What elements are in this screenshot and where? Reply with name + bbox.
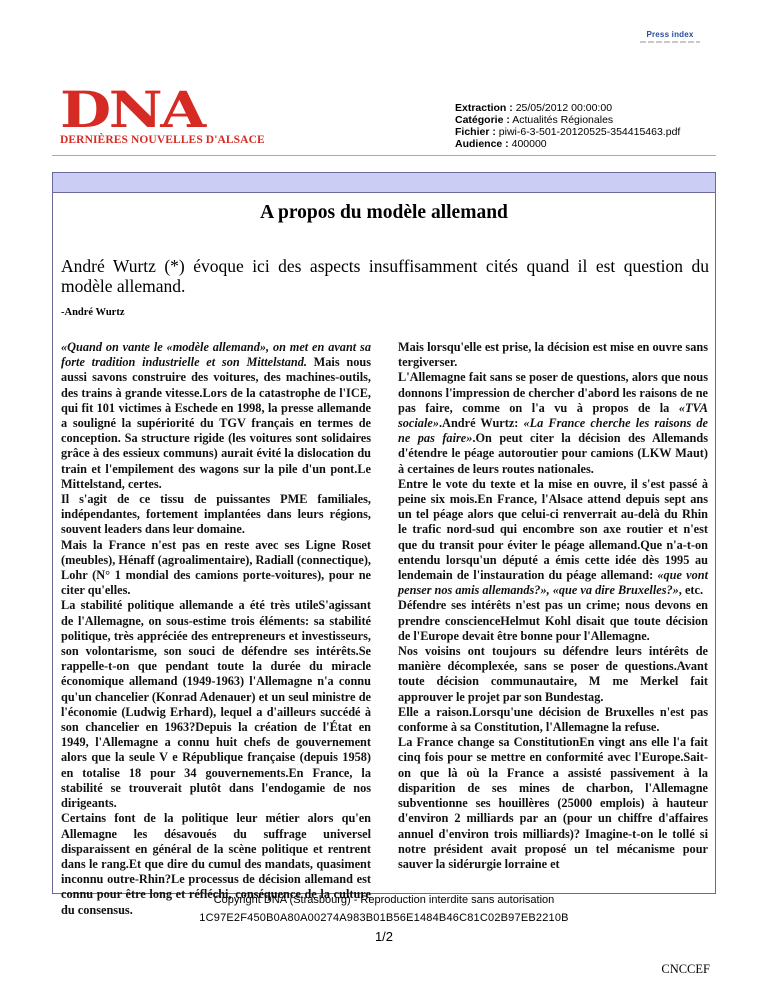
article-lede: André Wurtz (*) évoque ici des aspects insuffisamment cités quand il est question du modèle allemand. — [61, 256, 709, 296]
paragraph-text: Entre le vote du texte et la mise en ouvre, il s'est passé à peine six mois.En France, l'Alsace attend depuis sept ans un tel péage alors que celui-ci renverrait au-delà du Rhin le trafic nord-sud qui encombre son axe routier et n'est que du transit pour éviter le péage allemand.Que n'a-t-on entendu lorsqu'un député a émis cette idée dès 1995 au lendemain de l'instauration du péage allemand: — [398, 476, 708, 583]
extraction-metadata — [455, 102, 680, 150]
article-frame-band — [53, 173, 715, 193]
article-paragraph — [398, 644, 708, 705]
paragraph-text: Mais la France n'est pas en reste avec ses Ligne Roset (meubles), Hénaff (agroalimentaire), Radiall (connectique), Lohr (N° 1 mondial des camions porte-voitures), pour ne citer qu'elles. — [61, 537, 371, 598]
article-paragraph — [398, 735, 708, 872]
paragraph-text: Elle a raison.Lorsqu'une décision de Bruxelles n'est pas conforme à sa Constitution, l'Allemagne la refuse. — [398, 704, 708, 735]
meta-categorie — [455, 114, 680, 126]
article-paragraph — [61, 492, 371, 538]
press-index-logo — [640, 30, 700, 43]
quote-text: «TVA sociale» — [398, 400, 708, 431]
article-paragraph — [398, 340, 708, 370]
article-paragraph — [398, 477, 708, 599]
paragraph-text: L'Allemagne fait sans se poser de questions, alors que nous donnons l'impression de chercher d'abord les raisons de ne pas faire, comme on l'a vu à propos de la — [398, 370, 708, 415]
paragraph-text: Il s'agit de ce tissu de puissantes PME familiales, indépendantes, fortement implantées dans leurs régions, souvent leaders dans leur domaine. — [61, 492, 371, 537]
meta-audience — [455, 138, 680, 150]
dna-logo-main: DNA — [60, 80, 204, 139]
paragraph-text: Défendre ses intérêts n'est pas un crime; nous devons en prendre conscienceHelmut Kohl disait que toute décision de l'Europe devait être bonne pour l'Allemagne. — [398, 598, 708, 643]
meta-extraction-value: 25/05/2012 00:00:00 — [515, 102, 613, 114]
dna-logo — [60, 80, 265, 146]
press-index-bar — [640, 41, 700, 43]
article-paragraph — [398, 598, 708, 644]
paragraph-text: Mais lorsqu'elle est prise, la décision est mise en ouvre sans tergiverser. — [398, 340, 708, 370]
article-paragraph — [398, 370, 708, 476]
article-column-right — [398, 340, 708, 872]
meta-audience-label: Audience : — [455, 138, 509, 150]
paragraph-text: La France change sa ConstitutionEn vingt ans elle l'a fait cinq fois pour se mettre en conformité avec l'Europe.Sait-on que là où la France a assisté passivement à la disparition de ses mines de charbon, l'Allemagne subventionne ses houillères (25000 emplois) à hauteur d'environ 2 milliards par an (pour un chiffre d'affaires annuel d'environ trois milliards)? Imagine-t-on le tollé si notre président avait proposé un tel mécanisme pour sauver la sidérurgie lorraine et — [398, 735, 708, 871]
quote-text: «Quand on vante le «modèle allemand», on met en avant sa forte tradition industrielle et son Mittelstand. — [61, 340, 371, 370]
paragraph-text: .André Wurtz: — [438, 416, 524, 431]
paragraph-text: , etc. — [678, 583, 704, 598]
meta-extraction — [455, 102, 680, 114]
copyright-notice: Copyright DNA (Strasbourg) - Reproduction interdite sans autorisation — [213, 894, 555, 906]
article-paragraph — [61, 340, 371, 492]
paragraph-text: Mais nous aussi savons construire des voitures, des machines-outils, des trains à grande vitesse.Lors de la catastrophe de l'ICE, qui fit 101 victimes à Eschede en 1998, la presse allemande a souligné la supériorité du TGV français en termes de conception. Sa structure rigide (les voitures sont solidaires grâce à des essieux communs) aurait évité la dislocation du train et l'empilement des wagons sur la pile d'un pont.Le Mittelstand, certes. — [61, 355, 371, 491]
article-byline: -André Wurtz — [61, 307, 125, 318]
quote-text: «que vont penser nos amis allemands?», «que va dire Bruxelles?» — [398, 568, 709, 598]
meta-extraction-label: Extraction : — [455, 102, 513, 114]
article-paragraph — [398, 705, 708, 735]
paragraph-text: Nos voisins ont toujours su défendre leurs intérêts de manière décomplexée, sans se poser de questions.Avant toute décision communautaire, M me Merkel fait approuver le projet par son Bundestag. — [398, 644, 708, 704]
meta-fichier-label: Fichier : — [455, 126, 496, 138]
footer-code: CNCCEF — [661, 962, 710, 976]
article-title: A propos du modèle allemand — [260, 202, 508, 223]
article-paragraph — [61, 538, 371, 599]
page-number: 1/2 — [374, 929, 394, 944]
meta-fichier — [455, 126, 680, 138]
dna-logo-subtitle: DERNIÈRES NOUVELLES D'ALSACE — [60, 134, 265, 146]
article-column-left — [61, 340, 371, 918]
press-index-name: Press index — [646, 30, 694, 39]
meta-categorie-value: Actualités Régionales — [512, 114, 614, 126]
paragraph-text: La stabilité politique allemande a été très utileS'agissant de l'Allemagne, on sous-estime trois éléments: sa stabilité politique, très appréciée des entrepreneurs et investisseurs, son volontarisme, son souci de défendre ses intérêts.Se rappelle-t-on que pendant toute la durée du miracle économique allemand (1949-1963) l'Allemagne n'a connu qu'un chancelier (Konrad Adenauer) et un seul ministre de l'économie (Ludwig Erhard), lequel a d'ailleurs succédé à son chancelier en 1963?Depuis la création de l'État en 1949, l'Allemagne a connu huit chefs de gouvernement alors que la seule V e République française (depuis 1958) en totalise 18 pour 34 gouvernements.En France, la stabilité se trouverait plutôt dans l'endogamie de nos dirigeants. — [61, 598, 371, 811]
document-hash: 1C97E2F450B0A80A00274A983B01B56E1484B46C81C02B97EB2210B — [199, 912, 569, 924]
meta-categorie-label: Catégorie : — [455, 114, 510, 126]
meta-audience-value: 400000 — [511, 138, 547, 150]
article-paragraph — [61, 598, 371, 811]
quote-text: «La France cherche les raisons de ne pas faire» — [398, 416, 709, 446]
paragraph-text: Certains font de la politique leur métier alors qu'en Allemagne les désavoués du suffrage universel disparaissent en général de la scène politique et rentrent dans le rang.Et que dire du cumul des mandats, quasiment inconnu outre-Rhin?Le processus de décision allemand est connu pour être long et réfléchi, conséquence de la culture du consensus. — [61, 811, 371, 917]
meta-fichier-value: piwi-6-3-501-20120525-354415463.pdf — [498, 126, 681, 138]
paragraph-text: .On peut citer la décision des Allemands d'étendre le péage autoroutier pour camions (LKW Maut) à certaines de leurs routes nationales. — [398, 431, 708, 476]
header-divider — [52, 155, 716, 156]
